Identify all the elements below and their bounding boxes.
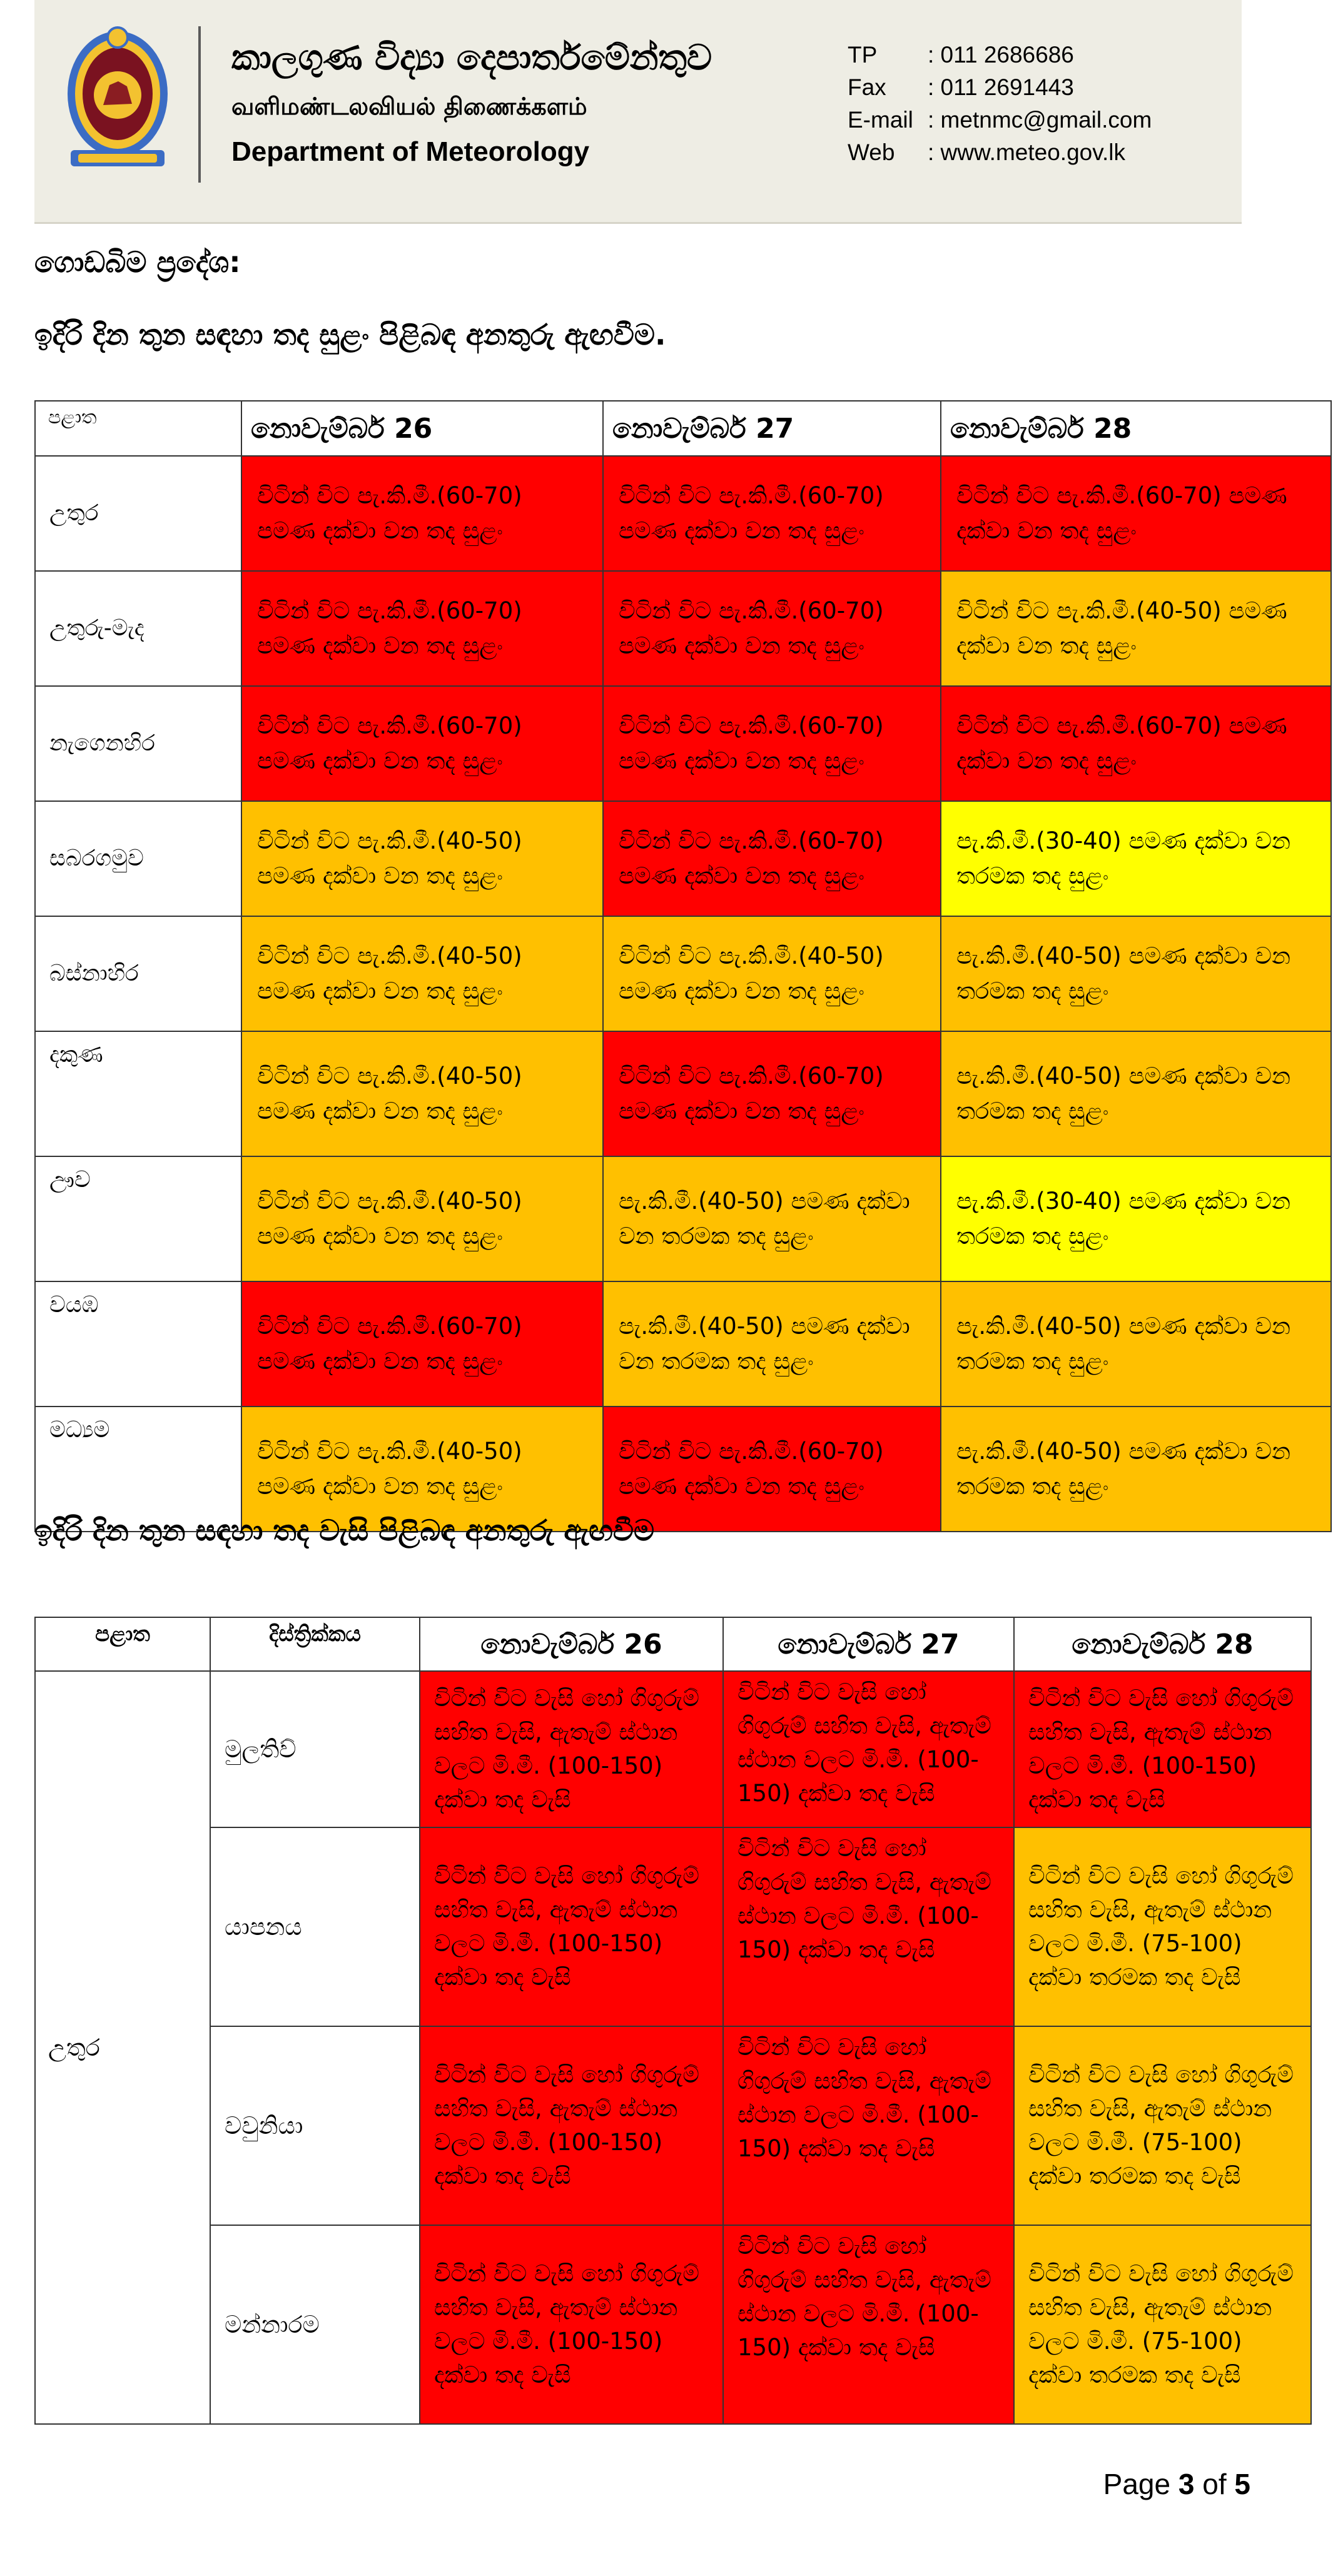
rain-warning-cell: විටින් විට වැසි හෝ ගිගුරුම් සහිත වැසි, ඇතැම් ස්ථාන වලට මි.මී. (100-150) දක්වා තද වැසි [723,1671,1014,1827]
column-header-date: නොවැම්බර් 26 [241,401,603,456]
letterhead [34,0,1242,224]
contact-label: Fax [848,74,886,100]
department-title-tamil: வளிமண்டலவியல் திணைக்களம் [231,93,587,120]
header-divider [198,26,201,183]
province-cell: දකුණ [35,1031,241,1156]
wind-warning-cell: විටින් විට පැ.කි.මී.(60-70) පමණ දක්වා වන තද සුළං [603,571,941,686]
wind-table-row [35,686,1331,801]
rain-table-row [35,2026,1311,2225]
wind-table-row [35,916,1331,1031]
rain-table-header-row [35,1617,1311,1671]
column-header-date: නොවැම්බර් 27 [723,1617,1014,1671]
wind-warning-cell: පැ.කි.මී.(40-50) පමණ දක්වා වන තරමක තද සුළං [603,1156,941,1281]
wind-table-row [35,1281,1331,1407]
rain-warning-cell: විටින් විට වැසි හෝ ගිගුරුම් සහිත වැසි, ඇතැම් ස්ථාන වලට මි.මී. (100-150) දක්වා තද වැසි [723,1827,1014,2026]
province-cell: උතුරු-මැද [35,571,241,686]
rain-table-row [35,1671,1311,1827]
contact-value: : 011 2691443 [928,74,1074,100]
contact-value: : 011 2686686 [928,42,1074,68]
wind-warning-cell: පැ.කි.මී.(40-50) පමණ දක්වා වන තරමක තද සුළං [941,1281,1331,1407]
wind-table-row [35,456,1331,571]
page-label: Page [1103,2468,1178,2500]
rain-table-row [35,1827,1311,2026]
rain-table-row [35,2225,1311,2424]
wind-warning-cell: පැ.කි.මී.(40-50) පමණ දක්වා වන තරමක තද සුළං [941,1407,1331,1532]
contact-fax [848,71,1152,104]
wind-table-row [35,1031,1331,1156]
contact-block [848,39,1152,169]
wind-warning-table [34,400,1332,1532]
wind-warning-cell: විටින් විට පැ.කි.මී.(60-70) පමණ දක්වා වන තද සුළං [241,571,603,686]
wind-table-row [35,1407,1331,1532]
district-cell: මුලතිව් [210,1671,420,1827]
province-cell: උතුර [35,1671,210,2424]
district-cell: වවුනියා [210,2026,420,2225]
rain-warning-cell: විටින් විට වැසි හෝ ගිගුරුම් සහිත වැසි, ඇතැම් ස්ථාන වලට මි.මී. (75-100) දක්වා තරමක තද වැසි [1014,2225,1311,2424]
wind-table-header-row [35,401,1331,456]
contact-label: E-mail [848,107,913,133]
contact-tp [848,39,1152,71]
column-header-date: නොවැම්බර් 27 [603,401,941,456]
contact-value[interactable]: : metnmc@gmail.com [928,107,1152,133]
wind-table-row [35,571,1331,686]
contact-label: Web [848,139,895,165]
column-header-date: නොවැම්බර් 26 [420,1617,723,1671]
rain-warning-cell: විටින් විට වැසි හෝ ගිගුරුම් සහිත වැසි, ඇතැම් ස්ථාන වලට මි.මී. (100-150) දක්වා තද වැසි [1014,1671,1311,1827]
wind-table-row [35,801,1331,916]
column-header-date: නොවැම්බර් 28 [941,401,1331,456]
page-separator: of [1194,2468,1235,2500]
province-cell: වයඹ [35,1281,241,1407]
rain-warning-cell: විටින් විට වැසි හෝ ගිගුරුම් සහිත වැසි, ඇතැම් ස්ථාන වලට මි.මී. (100-150) දක්වා තද වැසි [420,1827,723,2026]
column-header-date: නොවැම්බර් 28 [1014,1617,1311,1671]
wind-warning-cell: විටින් විට පැ.කි.මී.(60-70) පමණ දක්වා වන තද සුළං [603,801,941,916]
wind-warning-cell: විටින් විට පැ.කි.මී.(60-70) පමණ දක්වා වන තද සුළං [941,456,1331,571]
rain-warning-cell: විටින් විට වැසි හෝ ගිගුරුම් සහිත වැසි, ඇතැම් ස්ථාන වලට මි.මී. (100-150) දක්වා තද වැසි [420,2225,723,2424]
wind-warning-cell: විටින් විට පැ.කි.මී.(40-50) පමණ දක්වා වන තද සුළං [241,1156,603,1281]
province-cell: උතුර [35,456,241,571]
wind-table-row [35,1156,1331,1281]
wind-warning-heading: ඉදිරි දින තුන සඳහා තද සුළං පිළිබඳ අනතුරු ඇඟවීම. [34,318,666,351]
contact-value[interactable]: : www.meteo.gov.lk [928,139,1125,165]
wind-warning-cell: පැ.කි.මී.(40-50) පමණ දක්වා වන තරමක තද සුළං [603,1281,941,1407]
province-cell: නැගෙනහිර [35,686,241,801]
page-total: 5 [1234,2468,1250,2500]
rain-warning-cell: විටින් විට වැසි හෝ ගිගුරුම් සහිත වැසි, ඇතැම් ස්ථාන වලට මි.මී. (75-100) දක්වා තරමක තද වැසි [1014,1827,1311,2026]
wind-warning-cell: විටින් විට පැ.කි.මී.(60-70) පමණ දක්වා වන තද සුළං [603,456,941,571]
contact-label: TP [848,42,878,68]
wind-warning-cell: විටින් විට පැ.කි.මී.(60-70) පමණ දක්වා වන තද සුළං [241,1281,603,1407]
wind-warning-cell: පැ.කි.මී.(30-40) පමණ දක්වා වන තරමක තද සුළං [941,801,1331,916]
district-cell: මන්නාරම [210,2225,420,2424]
wind-warning-cell: පැ.කි.මී.(30-40) පමණ දක්වා වන තරමක තද සුළං [941,1156,1331,1281]
province-cell: බස්නාහිර [35,916,241,1031]
region-heading: ගොඩබිම ප්‍රදේශ: [34,245,241,279]
wind-warning-cell: විටින් විට පැ.කි.මී.(40-50) පමණ දක්වා වන තද සුළං [941,571,1331,686]
rain-warning-table [34,1617,1312,2425]
rain-warning-heading: ඉදිරි දින තුන සඳහා තද වැසි පිළිබඳ අනතුරු ඇඟවීම [34,1513,655,1547]
contact-web [848,136,1152,169]
province-cell: ඌව [35,1156,241,1281]
department-title-english: Department of Meteorology [231,136,590,167]
rain-warning-cell: විටින් විට වැසි හෝ ගිගුරුම් සහිත වැසි, ඇතැම් ස්ථාන වලට මි.මී. (100-150) දක්වා තද වැසි [420,2026,723,2225]
wind-warning-cell: විටින් විට පැ.කි.මී.(60-70) පමණ දක්වා වන තද සුළං [241,456,603,571]
column-header-province: පළාත [35,401,241,456]
sri-lanka-emblem-logo [64,25,171,175]
column-header-province: පළාත [35,1617,210,1671]
wind-warning-cell: පැ.කි.මී.(40-50) පමණ දක්වා වන තරමක තද සුළං [941,1031,1331,1156]
rain-warning-cell: විටින් විට වැසි හෝ ගිගුරුම් සහිත වැසි, ඇතැම් ස්ථාන වලට මි.මී. (100-150) දක්වා තද වැසි [723,2026,1014,2225]
column-header-district: දිස්ත්‍රික්කය [210,1617,420,1671]
wind-warning-cell: විටින් විට පැ.කි.මී.(40-50) පමණ දක්වා වන තද සුළං [241,1031,603,1156]
page-number [1103,2467,1250,2501]
wind-warning-cell: පැ.කි.මී.(40-50) පමණ දක්වා වන තරමක තද සුළං [941,916,1331,1031]
rain-warning-cell: විටින් විට වැසි හෝ ගිගුරුම් සහිත වැසි, ඇතැම් ස්ථාන වලට මි.මී. (100-150) දක්වා තද වැසි [420,1671,723,1827]
rain-warning-cell: විටින් විට වැසි හෝ ගිගුරුම් සහිත වැසි, ඇතැම් ස්ථාන වලට මි.මී. (100-150) දක්වා තද වැසි [723,2225,1014,2424]
province-cell: සබරගමුව [35,801,241,916]
province-cell: මධ්‍යම [35,1407,241,1532]
page-current: 3 [1178,2468,1195,2500]
contact-email [848,104,1152,136]
wind-warning-cell: විටින් විට පැ.කි.මී.(40-50) පමණ දක්වා වන තද සුළං [241,916,603,1031]
wind-warning-cell: විටින් විට පැ.කි.මී.(60-70) පමණ දක්වා වන තද සුළං [941,686,1331,801]
wind-warning-cell: විටින් විට පැ.කි.මී.(40-50) පමණ දක්වා වන තද සුළං [241,1407,603,1532]
wind-warning-cell: විටින් විට පැ.කි.මී.(60-70) පමණ දක්වා වන තද සුළං [603,686,941,801]
department-title-sinhala: කාලගුණ විද්‍යා දෙපාර්තමේන්තුව [231,38,712,78]
rain-warning-cell: විටින් විට වැසි හෝ ගිගුරුම් සහිත වැසි, ඇතැම් ස්ථාන වලට මි.මී. (75-100) දක්වා තරමක තද වැසි [1014,2026,1311,2225]
wind-warning-cell: විටින් විට පැ.කි.මී.(60-70) පමණ දක්වා වන තද සුළං [603,1031,941,1156]
wind-warning-cell: විටින් විට පැ.කි.මී.(60-70) පමණ දක්වා වන තද සුළං [603,1407,941,1532]
district-cell: යාපනය [210,1827,420,2026]
wind-warning-cell: විටින් විට පැ.කි.මී.(40-50) පමණ දක්වා වන තද සුළං [241,801,603,916]
wind-warning-cell: විටින් විට පැ.කි.මී.(40-50) පමණ දක්වා වන තද සුළං [603,916,941,1031]
wind-warning-cell: විටින් විට පැ.කි.මී.(60-70) පමණ දක්වා වන තද සුළං [241,686,603,801]
